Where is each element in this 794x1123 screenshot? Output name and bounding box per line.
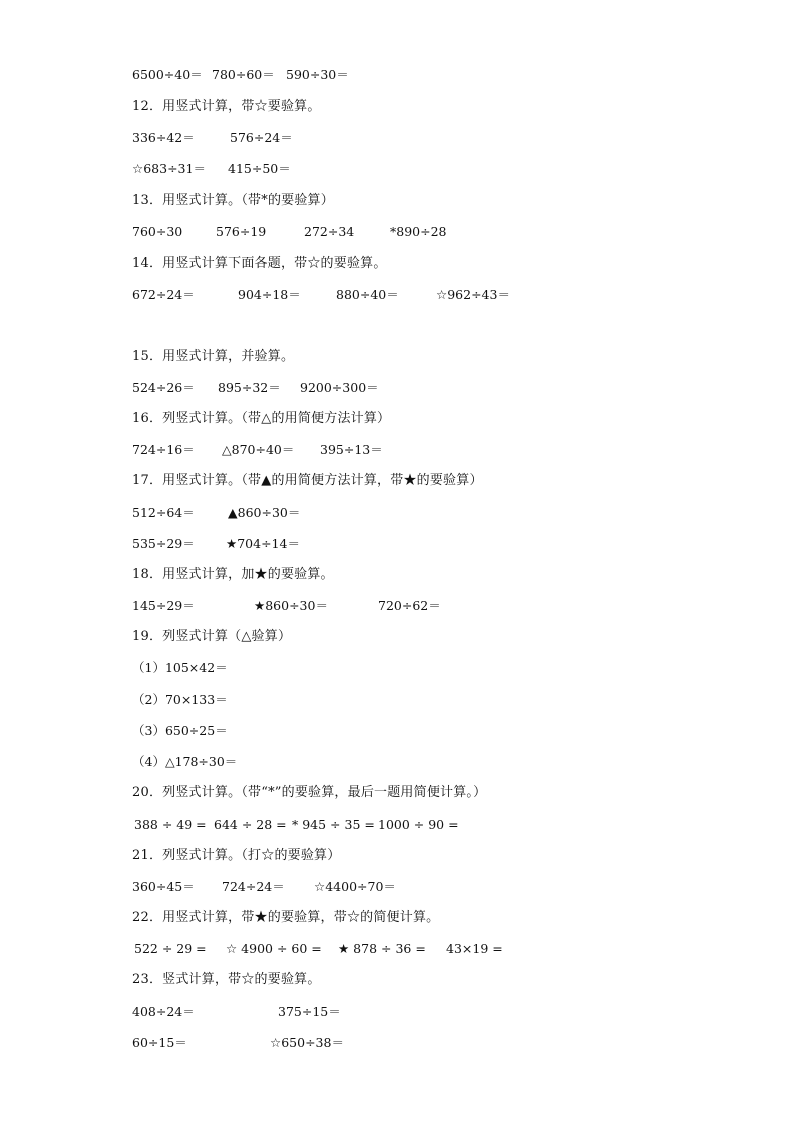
expression: 760÷30: [132, 224, 183, 239]
expression: 724÷16＝: [132, 442, 195, 457]
expression: 60÷15＝: [132, 1035, 187, 1050]
question-title: 20．列竖式计算。（带“*”的要验算，最后一题用简便计算。）: [132, 785, 487, 800]
expression: 644 ÷ 28 =: [214, 817, 287, 832]
expression: （2）70×133＝: [132, 692, 228, 707]
expression: * 945 ÷ 35 =: [292, 817, 375, 832]
expression: （4）△178÷30＝: [132, 754, 238, 769]
question-title: 17．用竖式计算。（带▲的用简便方法计算，带★的要验算）: [132, 473, 483, 488]
expression: ☆ 4900 ÷ 60 =: [226, 941, 322, 956]
question-title: 14．用竖式计算下面各题，带☆的要验算。: [132, 256, 387, 271]
expression: （3）650÷25＝: [132, 723, 228, 738]
expression: *890÷28: [390, 224, 447, 239]
expression: 512÷64＝: [132, 505, 195, 520]
expression: 6500÷40＝: [132, 67, 203, 82]
expression: ☆962÷43＝: [436, 287, 510, 302]
expression: 524÷26＝: [132, 380, 195, 395]
expression: 408÷24＝: [132, 1004, 195, 1019]
expression: 9200÷300＝: [300, 380, 379, 395]
question-title: 23．竖式计算，带☆的要验算。: [132, 972, 321, 987]
expression: ★704÷14＝: [226, 536, 300, 551]
question-title: 19．列竖式计算（△验算）: [132, 629, 292, 644]
expression: 388 ÷ 49 =: [134, 817, 207, 832]
expression: 535÷29＝: [132, 536, 195, 551]
expression: ☆4400÷70＝: [314, 879, 396, 894]
expression: 336÷42＝: [132, 130, 195, 145]
expression: ☆683÷31＝: [132, 161, 206, 176]
expression: 576÷19: [216, 224, 267, 239]
expression: 576÷24＝: [230, 130, 293, 145]
expression: 672÷24＝: [132, 287, 195, 302]
question-title: 13．用竖式计算。（带*的要验算）: [132, 193, 334, 208]
expression: △870÷40＝: [222, 442, 295, 457]
question-title: 21．列竖式计算。（打☆的要验算）: [132, 848, 341, 863]
question-title: 16．列竖式计算。（带△的用简便方法计算）: [132, 411, 391, 426]
expression: ▲860÷30＝: [228, 505, 301, 520]
expression: 720÷62＝: [378, 598, 441, 613]
expression: 43×19 =: [446, 941, 503, 956]
expression: ☆650÷38＝: [270, 1035, 344, 1050]
question-title: 15．用竖式计算，并验算。: [132, 349, 295, 364]
expression: 145÷29＝: [132, 598, 195, 613]
expression: 724÷24＝: [222, 879, 285, 894]
expression: 590÷30＝: [286, 67, 349, 82]
expression: 395÷13＝: [320, 442, 383, 457]
expression: 780÷60＝: [212, 67, 275, 82]
expression: 415÷50＝: [228, 161, 291, 176]
expression: 522 ÷ 29 =: [134, 941, 207, 956]
question-title: 22．用竖式计算，带★的要验算，带☆的简便计算。: [132, 910, 440, 925]
expression: ★860÷30＝: [254, 598, 328, 613]
expression: 895÷32＝: [218, 380, 281, 395]
expression: 880÷40＝: [336, 287, 399, 302]
expression: 375÷15＝: [278, 1004, 341, 1019]
expression: 360÷45＝: [132, 879, 195, 894]
expression: 1000 ÷ 90 =: [378, 817, 459, 832]
question-title: 18．用竖式计算，加★的要验算。: [132, 567, 334, 582]
expression: （1）105×42＝: [132, 660, 228, 675]
expression: 272÷34: [304, 224, 355, 239]
expression: 904÷18＝: [238, 287, 301, 302]
question-title: 12．用竖式计算，带☆要验算。: [132, 99, 321, 114]
expression: ★ 878 ÷ 36 =: [338, 941, 426, 956]
